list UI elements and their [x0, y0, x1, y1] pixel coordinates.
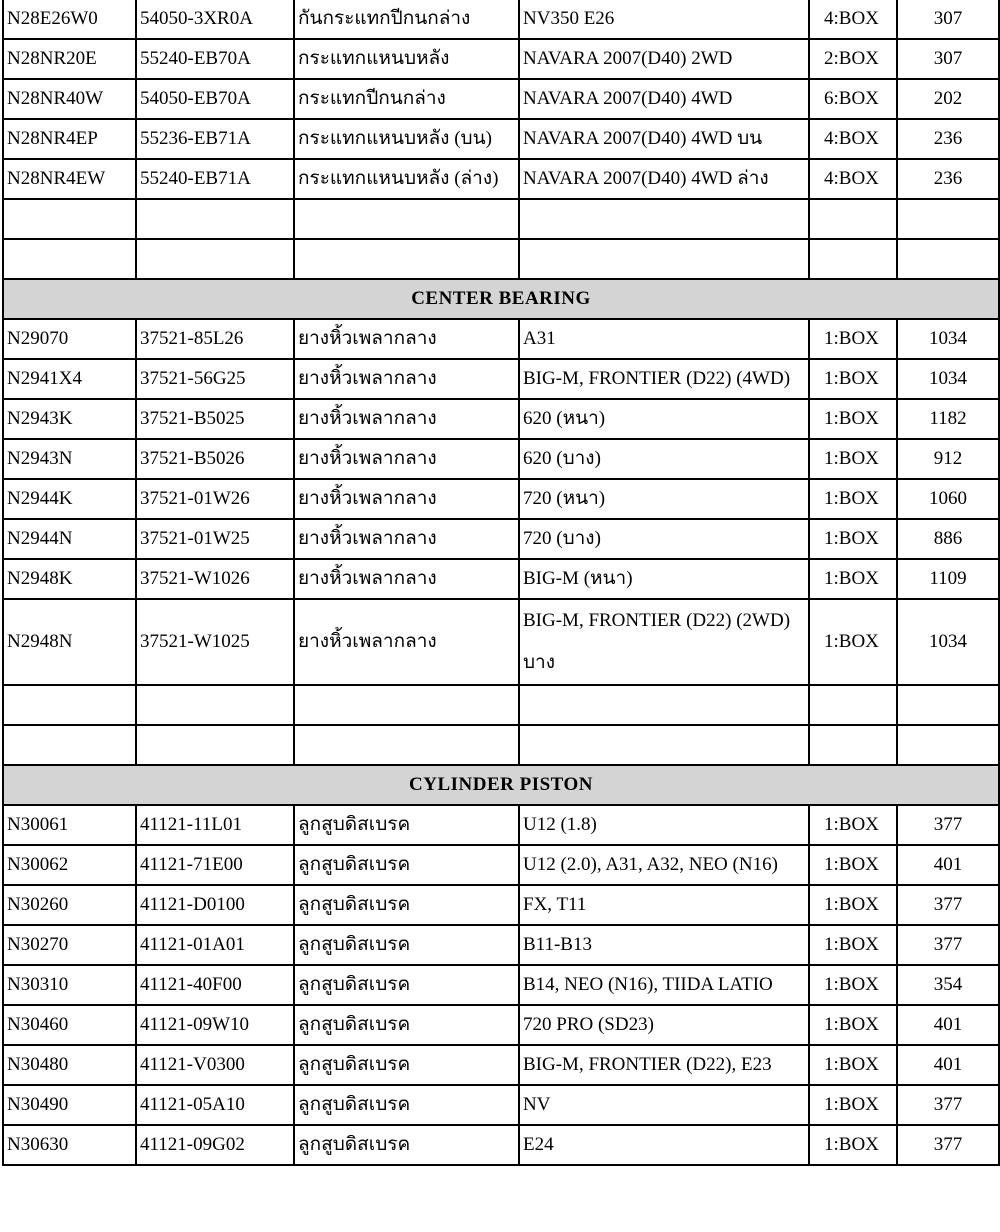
oem-number-cell: 41121-05A10 [136, 1085, 294, 1125]
pack-qty-cell [809, 685, 897, 725]
price-cell: 236 [897, 119, 999, 159]
pack-qty-cell: 4:BOX [809, 119, 897, 159]
vehicle-model-cell: 720 PRO (SD23) [519, 1005, 809, 1045]
pack-qty-cell: 1:BOX [809, 1045, 897, 1085]
description-cell: ยางหิ้วเพลากลาง [294, 359, 519, 399]
oem-number-cell: 37521-01W25 [136, 519, 294, 559]
pack-qty-cell: 2:BOX [809, 39, 897, 79]
description-cell: ลูกสูบดิสเบรค [294, 885, 519, 925]
vehicle-model-cell: 620 (บาง) [519, 439, 809, 479]
oem-number-cell: 54050-EB70A [136, 79, 294, 119]
oem-number-cell: 37521-56G25 [136, 359, 294, 399]
part-code-cell: N30310 [3, 965, 136, 1005]
pack-qty-cell [809, 239, 897, 279]
oem-number-cell: 37521-B5026 [136, 439, 294, 479]
section-header-row [3, 765, 999, 805]
description-cell: ยางหิ้วเพลากลาง [294, 439, 519, 479]
vehicle-model-cell: 620 (หนา) [519, 399, 809, 439]
pack-qty-cell: 1:BOX [809, 845, 897, 885]
table-row [3, 79, 999, 119]
price-cell: 401 [897, 1005, 999, 1045]
vehicle-model-cell [519, 685, 809, 725]
description-cell [294, 239, 519, 279]
description-cell: กระแทกแหนบหลัง (ล่าง) [294, 159, 519, 199]
table-row [3, 399, 999, 439]
part-code-cell: N2948N [3, 599, 136, 685]
vehicle-model-cell: BIG-M, FRONTIER (D22), E23 [519, 1045, 809, 1085]
oem-number-cell: 41121-71E00 [136, 845, 294, 885]
price-cell [897, 725, 999, 765]
part-code-cell [3, 725, 136, 765]
table-row [3, 965, 999, 1005]
part-code-cell: N2944K [3, 479, 136, 519]
vehicle-model-cell [519, 239, 809, 279]
part-code-cell: N28NR4EP [3, 119, 136, 159]
price-cell: 912 [897, 439, 999, 479]
oem-number-cell: 41121-V0300 [136, 1045, 294, 1085]
vehicle-model-cell [519, 199, 809, 239]
description-cell [294, 685, 519, 725]
part-code-cell: N2944N [3, 519, 136, 559]
vehicle-model-cell: BIG-M, FRONTIER (D22) (4WD) [519, 359, 809, 399]
price-cell: 307 [897, 0, 999, 39]
table-row [3, 199, 999, 239]
vehicle-model-cell: U12 (2.0), A31, A32, NEO (N16) [519, 845, 809, 885]
table-row [3, 845, 999, 885]
part-code-cell: N30260 [3, 885, 136, 925]
oem-number-cell: 41121-09W10 [136, 1005, 294, 1045]
price-cell [897, 685, 999, 725]
table-row [3, 559, 999, 599]
pack-qty-cell: 1:BOX [809, 399, 897, 439]
price-cell: 1034 [897, 599, 999, 685]
table-row [3, 0, 999, 39]
oem-number-cell [136, 239, 294, 279]
table-body [3, 0, 999, 1165]
vehicle-model-cell: B11-B13 [519, 925, 809, 965]
pack-qty-cell: 1:BOX [809, 519, 897, 559]
price-cell: 354 [897, 965, 999, 1005]
part-code-cell: N30490 [3, 1085, 136, 1125]
part-code-cell: N2943N [3, 439, 136, 479]
part-code-cell: N30062 [3, 845, 136, 885]
part-code-cell: N28NR20E [3, 39, 136, 79]
section-header-row [3, 279, 999, 319]
pack-qty-cell [809, 199, 897, 239]
pack-qty-cell: 1:BOX [809, 479, 897, 519]
oem-number-cell: 55240-EB70A [136, 39, 294, 79]
oem-number-cell: 41121-01A01 [136, 925, 294, 965]
table-row [3, 119, 999, 159]
pack-qty-cell: 6:BOX [809, 79, 897, 119]
section-title: CYLINDER PISTON [3, 765, 999, 805]
table-row [3, 359, 999, 399]
vehicle-model-cell [519, 725, 809, 765]
price-cell: 1034 [897, 359, 999, 399]
description-cell: กระแทกแหนบหลัง (บน) [294, 119, 519, 159]
price-cell: 1034 [897, 319, 999, 359]
description-cell: ลูกสูบดิสเบรค [294, 925, 519, 965]
oem-number-cell: 37521-01W26 [136, 479, 294, 519]
oem-number-cell: 37521-W1026 [136, 559, 294, 599]
pack-qty-cell: 1:BOX [809, 1005, 897, 1045]
table-row [3, 39, 999, 79]
table-row [3, 439, 999, 479]
pack-qty-cell [809, 725, 897, 765]
pack-qty-cell: 1:BOX [809, 439, 897, 479]
oem-number-cell: 41121-09G02 [136, 1125, 294, 1165]
oem-number-cell: 55240-EB71A [136, 159, 294, 199]
pack-qty-cell: 4:BOX [809, 159, 897, 199]
pack-qty-cell: 1:BOX [809, 1125, 897, 1165]
table-row [3, 685, 999, 725]
description-cell: ยางหิ้วเพลากลาง [294, 519, 519, 559]
description-cell: ลูกสูบดิสเบรค [294, 1085, 519, 1125]
oem-number-cell: 41121-40F00 [136, 965, 294, 1005]
description-cell: ยางหิ้วเพลากลาง [294, 319, 519, 359]
oem-number-cell: 37521-W1025 [136, 599, 294, 685]
oem-number-cell: 54050-3XR0A [136, 0, 294, 39]
oem-number-cell [136, 685, 294, 725]
description-cell: ยางหิ้วเพลากลาง [294, 399, 519, 439]
price-cell: 401 [897, 845, 999, 885]
part-code-cell: N28NR40W [3, 79, 136, 119]
pack-qty-cell: 1:BOX [809, 925, 897, 965]
part-code-cell [3, 239, 136, 279]
table-row [3, 725, 999, 765]
vehicle-model-cell: NAVARA 2007(D40) 4WD ล่าง [519, 159, 809, 199]
part-code-cell: N30270 [3, 925, 136, 965]
vehicle-model-cell: B14, NEO (N16), TIIDA LATIO [519, 965, 809, 1005]
vehicle-model-cell: NV350 E26 [519, 0, 809, 39]
oem-number-cell: 41121-11L01 [136, 805, 294, 845]
price-cell: 1182 [897, 399, 999, 439]
table-row [3, 159, 999, 199]
part-code-cell: N30630 [3, 1125, 136, 1165]
table-row [3, 599, 999, 685]
vehicle-model-cell: 720 (หนา) [519, 479, 809, 519]
oem-number-cell: 37521-85L26 [136, 319, 294, 359]
part-code-cell [3, 199, 136, 239]
part-code-cell: N28E26W0 [3, 0, 136, 39]
vehicle-model-cell: U12 (1.8) [519, 805, 809, 845]
table-row [3, 1085, 999, 1125]
oem-number-cell [136, 199, 294, 239]
part-code-cell: N28NR4EW [3, 159, 136, 199]
vehicle-model-cell: BIG-M, FRONTIER (D22) (2WD) บาง [519, 599, 809, 685]
vehicle-model-cell: 720 (บาง) [519, 519, 809, 559]
price-cell [897, 239, 999, 279]
table-row [3, 885, 999, 925]
table-row [3, 479, 999, 519]
pack-qty-cell: 1:BOX [809, 559, 897, 599]
description-cell: กันกระแทกปีกนกล่าง [294, 0, 519, 39]
part-code-cell: N2948K [3, 559, 136, 599]
price-cell: 236 [897, 159, 999, 199]
parts-price-table [2, 0, 1000, 1166]
price-cell: 377 [897, 1085, 999, 1125]
table-row [3, 925, 999, 965]
description-cell: ยางหิ้วเพลากลาง [294, 479, 519, 519]
table-row [3, 239, 999, 279]
description-cell: ลูกสูบดิสเบรค [294, 1045, 519, 1085]
pack-qty-cell: 1:BOX [809, 599, 897, 685]
price-cell: 886 [897, 519, 999, 559]
oem-number-cell [136, 725, 294, 765]
section-title: CENTER BEARING [3, 279, 999, 319]
part-code-cell: N30480 [3, 1045, 136, 1085]
pack-qty-cell: 4:BOX [809, 0, 897, 39]
table-row [3, 319, 999, 359]
description-cell: กระแทกแหนบหลัง [294, 39, 519, 79]
description-cell: กระแทกปีกนกล่าง [294, 79, 519, 119]
description-cell: ลูกสูบดิสเบรค [294, 1005, 519, 1045]
table-row [3, 1125, 999, 1165]
price-cell: 202 [897, 79, 999, 119]
table-row [3, 805, 999, 845]
price-cell: 401 [897, 1045, 999, 1085]
price-cell: 377 [897, 1125, 999, 1165]
part-code-cell: N29070 [3, 319, 136, 359]
part-code-cell: N2943K [3, 399, 136, 439]
description-cell: ยางหิ้วเพลากลาง [294, 599, 519, 685]
price-cell: 307 [897, 39, 999, 79]
pack-qty-cell: 1:BOX [809, 1085, 897, 1125]
table-row [3, 519, 999, 559]
price-cell: 1060 [897, 479, 999, 519]
description-cell: ลูกสูบดิสเบรค [294, 805, 519, 845]
part-code-cell: N30460 [3, 1005, 136, 1045]
pack-qty-cell: 1:BOX [809, 885, 897, 925]
part-code-cell [3, 685, 136, 725]
oem-number-cell: 37521-B5025 [136, 399, 294, 439]
vehicle-model-cell: FX, T11 [519, 885, 809, 925]
part-code-cell: N30061 [3, 805, 136, 845]
description-cell: ลูกสูบดิสเบรค [294, 1125, 519, 1165]
vehicle-model-cell: A31 [519, 319, 809, 359]
vehicle-model-cell: NAVARA 2007(D40) 4WD [519, 79, 809, 119]
description-cell: ลูกสูบดิสเบรค [294, 845, 519, 885]
pack-qty-cell: 1:BOX [809, 965, 897, 1005]
price-cell: 377 [897, 925, 999, 965]
part-code-cell: N2941X4 [3, 359, 136, 399]
price-cell: 377 [897, 885, 999, 925]
vehicle-model-cell: NAVARA 2007(D40) 2WD [519, 39, 809, 79]
oem-number-cell: 41121-D0100 [136, 885, 294, 925]
price-cell: 377 [897, 805, 999, 845]
vehicle-model-cell: NV [519, 1085, 809, 1125]
price-cell [897, 199, 999, 239]
table-row [3, 1005, 999, 1045]
table-row [3, 1045, 999, 1085]
description-cell [294, 199, 519, 239]
vehicle-model-cell: E24 [519, 1125, 809, 1165]
vehicle-model-cell: NAVARA 2007(D40) 4WD บน [519, 119, 809, 159]
oem-number-cell: 55236-EB71A [136, 119, 294, 159]
description-cell [294, 725, 519, 765]
description-cell: ยางหิ้วเพลากลาง [294, 559, 519, 599]
price-cell: 1109 [897, 559, 999, 599]
description-cell: ลูกสูบดิสเบรค [294, 965, 519, 1005]
pack-qty-cell: 1:BOX [809, 359, 897, 399]
pack-qty-cell: 1:BOX [809, 805, 897, 845]
vehicle-model-cell: BIG-M (หนา) [519, 559, 809, 599]
pack-qty-cell: 1:BOX [809, 319, 897, 359]
